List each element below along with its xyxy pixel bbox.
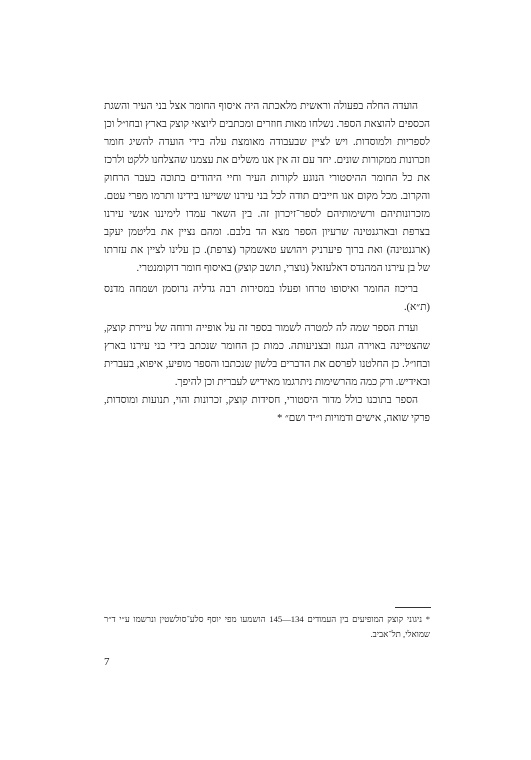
footnote: * ניגוני קוצק המופיעים בין העמודים 134—145 הושמעו מפי יוסף סלע־סולשטין ונרשמו ע״י ד״ר שמואלי, תל־אביב.: [104, 614, 431, 639]
main-text: [104, 98, 430, 428]
page-number: 7: [104, 656, 110, 668]
paragraph-book-contents: הספר בתוכנו כולל מדור היסטורי, חסידות קוצק, זכרונות והוי, תנועות ומוסדות, פרקי שואה, אישים ודמויות ו״יד ושם״ *: [104, 395, 430, 424]
paragraph-committee-work: הועדה החלה בפעולה וראשית מלאכתה היה איסוף החומר אצל בני העיר והשגת הכספים להוצאת הספר. נשלחו מאות חוזרים ומכתבים ליוצאי קוצק בארץ ובחו״ל וכן לספריות ולמוסדות. ויש לציין שבעבודה מאומצת עלה בידי הועדה להשיג חומר וזכרונות ממקורות שונים. יחד עם זה אין אנו משלים את עצמנו שהצלחנו ללקט ולרכז את כל החומר ההיסטורי הנוגע לקורות העיר וחיי היהודים בתוכה בעבר הרחוק והקרוב. מכל מקום אנו חייבים תודה לכל בני עירנו ששייעו בידינו ותרמו מפרי עטם. מזכרונותיהם ורשימותיהם לספר־זיכרון זה. בין השאר עמדו לימיננו אנשי עירנו בצרפת ובארגנטינה שרעיון הספר מצא הד בלבם. ומהם נציין את בליטמן יעקב (ארגנטינה) ואת ברוך פיערניק ויהושע טאשמקר (צרפת). כן עלינו לציין את עזרתו של בן עירנו המהנדס דאלעזאל (נוצרי, תושב קוצק) באיסוף חומר דוקומנטרי.: [104, 101, 430, 274]
paragraph-book-goal: ועדת הספר שמה לה למטרה לשמור בספר זה על אופייה ורוחה של עיירת קוצק, שהצטיינה באוירה הגנוז ובצניעותה. כמות כן החומר שנכתב בידי בני עירנו בארץ ובחו״ל. כן החלטנו לפרסם את הדברים בלשון שנכתבו והספר מופיע, איפוא, בעברית ובאידיש. ורק כמה מהרשימות ניתרגמו מאידיש לעברית וכן להיפך.: [104, 323, 430, 388]
footnote-divider: [395, 607, 431, 608]
paragraph-material-collection: בריכוז החומר ואיסופו טרחו ופעלו במסירות רבה גדליה גרוסמן ושמחה מדנס (ת״א).: [104, 284, 430, 313]
